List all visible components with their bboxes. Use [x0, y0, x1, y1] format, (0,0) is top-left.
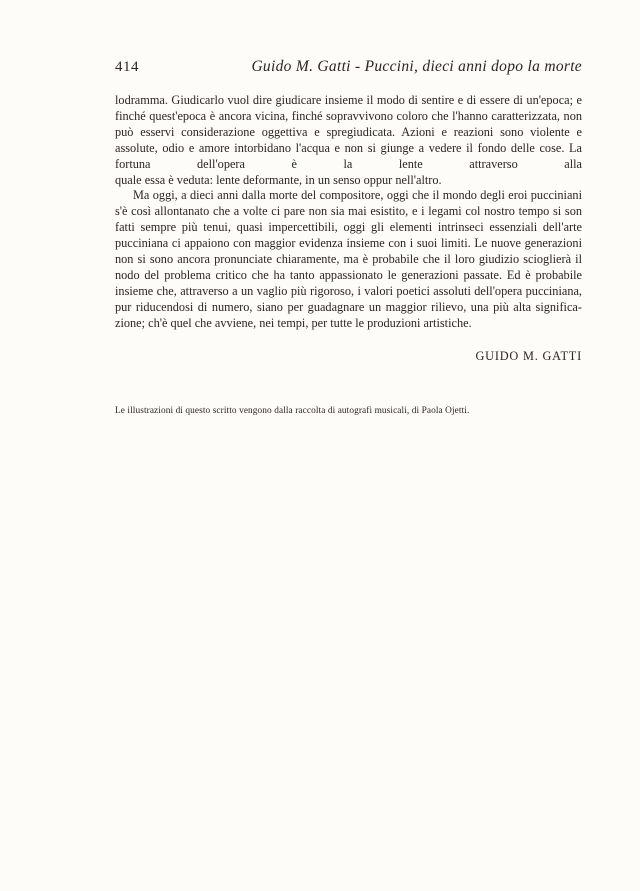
running-title: Guido M. Gatti - Puccini, dieci anni dopo la morte — [251, 58, 582, 75]
page-number: 414 — [115, 59, 139, 75]
paragraph-1-text: lodramma. Giudicarlo vuol dire giudicare insieme il modo di sentire e di essere di un'epoca; e finché quest'epoca è ancora vicina, finché sopravvivono coloro che l'hanno caratterizzata, non può esservi considerazione oggettiva e spregiudicata. Azioni e reazioni sono violente e assolute, odio e amore intorbidano l'acqua e non si giunge a vedere il fondo delle cose. La fortuna dell'opera è la lente attraverso alla — [115, 93, 582, 171]
paragraph-1-last-line: quale essa è veduta: lente deformante, in un senso oppur nell'altro. — [115, 172, 442, 187]
paragraph-2 — [115, 188, 582, 315]
article-body — [115, 93, 582, 332]
paragraph-1 — [115, 93, 582, 173]
illustration-note: Le illustrazioni di questo scritto vengono dalla raccolta di autografi musicali, di Paola Ojetti. — [115, 406, 470, 416]
author-signature: GUIDO M. GATTI — [475, 349, 582, 363]
paragraph-2-last-line: zione; ch'è quel che avviene, nei tempi, per tutte le produzioni artistiche. — [115, 315, 472, 330]
paragraph-1-end — [115, 173, 582, 189]
paragraph-2-text: Ma oggi, a dieci anni dalla morte del compositore, oggi che il mondo degli eroi pucciniani s'è così allontanato che a volte ci pare non sia mai esistito, e i legami col nostro tempo si son fatti sempre più tenui, quasi impercettibili, oggi gli elementi intrinseci essenziali dell'arte pucciniana ci appaiono con maggior evidenza insieme con i suoi limiti. Le nuove generazioni non si sono ancora pronunciate chiaramente, ma è probabile che il loro giudizio scioglierà il nodo del problema critico che ha tanto appassionato le generazioni passate. Ed è probabile insieme che, attraverso a un vaglio più rigoroso, i valori poetici assoluti dell'opera pucciniana, pur riducendosi di numero, siano per guadagnare un maggior rilievo, una più alta significa- — [115, 188, 582, 314]
paragraph-2-end — [115, 316, 582, 332]
running-head — [115, 58, 582, 80]
